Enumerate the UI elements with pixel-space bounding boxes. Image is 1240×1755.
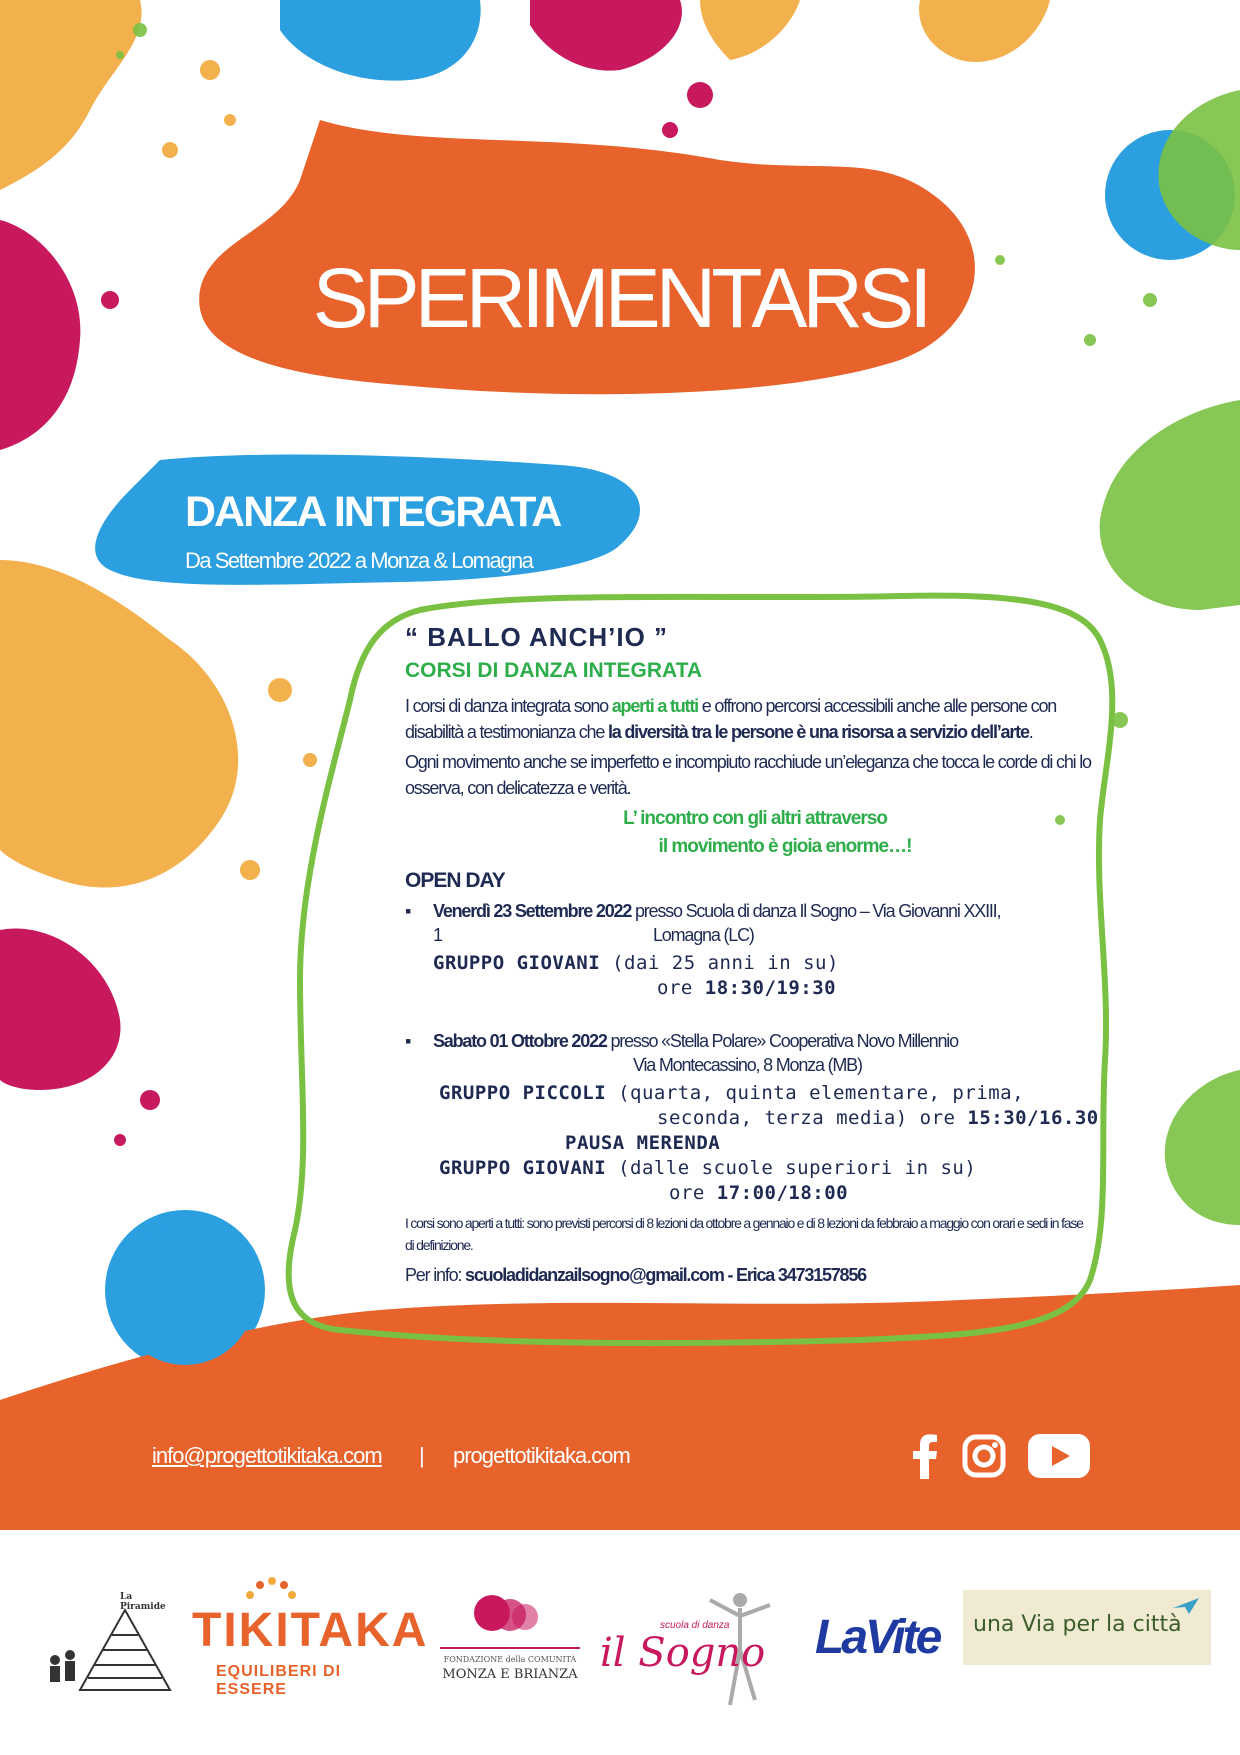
- banner-dates: Da Settembre 2022 a Monza & Lomagna: [185, 548, 533, 573]
- tikitaka-wordmark: TIKITAKA: [192, 1604, 429, 1657]
- event-1-date: Venerdì 23 Settembre 2022: [433, 901, 632, 921]
- contact-phone: - Erica 3473157856: [723, 1265, 866, 1285]
- break-label: PAUSA MERENDA: [565, 1132, 721, 1154]
- event-1-place-line2: [433, 923, 1105, 947]
- event-2: [405, 1029, 1105, 1077]
- event-2-group-1-line2: [405, 1106, 1105, 1131]
- bullet-icon: ▪: [405, 1031, 411, 1051]
- course-quote: “ BALLO ANCH’IO ”: [405, 622, 669, 652]
- intro-bold: la diversità tra le persone è una risorsa a servizio dell’arte: [607, 722, 1029, 742]
- intro-highlight: aperti a tutti: [611, 696, 698, 716]
- la-piramide-logo: [40, 1590, 180, 1700]
- course-subtitle: CORSI DI DANZA INTEGRATA: [405, 659, 703, 682]
- contact-email-link[interactable]: scuoladidanzailsogno@gmail.com: [465, 1265, 724, 1285]
- event-1-time: [405, 976, 1105, 1001]
- event-2-group-1-desc-2: seconda, terza media) ore: [657, 1107, 968, 1129]
- event-1-group: [405, 951, 1105, 976]
- una-via-logo: [963, 1590, 1211, 1665]
- event-1-town: Lomagna (LC): [653, 925, 754, 945]
- footer-separator: |: [419, 1443, 424, 1468]
- event-2-group-1-name: GRUPPO PICCOLI: [439, 1082, 607, 1104]
- youtube-icon[interactable]: [1028, 1434, 1090, 1478]
- event-2-place: presso «Stella Polare» Cooperativa Novo Millennio: [606, 1031, 958, 1051]
- intro-paragraph: [405, 693, 1105, 745]
- footer-email-link[interactable]: info@progettotikitaka.com: [152, 1443, 382, 1468]
- intro-end: .: [1028, 722, 1033, 742]
- fondazione-name: FONDAZIONE della COMUNITÀ: [443, 1655, 577, 1664]
- contact-label: Per info:: [405, 1265, 466, 1285]
- contact-info: [405, 1262, 1105, 1288]
- event-1-place-2: 1: [433, 925, 442, 945]
- motto-line-2: il movimento è gioia enorme…!: [658, 836, 912, 857]
- intro-text-2: e offrono percorsi accessibili anche alle persone con disabilità a testimonianza che: [405, 696, 1057, 742]
- event-1-group-desc: (dai 25 anni in su): [600, 952, 839, 974]
- il-sogno-logo: [600, 1580, 790, 1710]
- facebook-icon[interactable]: [912, 1433, 938, 1479]
- footer-website-link[interactable]: progettotikitaka.com: [453, 1443, 630, 1468]
- page-title: SPERIMENTARSI: [312, 251, 928, 345]
- event-1-time-label: ore: [657, 977, 705, 999]
- tikitaka-logo: [192, 1575, 429, 1698]
- event-2-group-2-time: 17:00/18:00: [716, 1182, 849, 1204]
- tikitaka-tagline: EQUILIBERI DI ESSERE: [216, 1663, 342, 1698]
- una-via-wordmark: una Via per la città: [973, 1612, 1182, 1637]
- course-info-box: [405, 622, 1105, 1288]
- banner-title: DANZA INTEGRATA: [185, 488, 561, 536]
- motto-line-1: L’ incontro con gli altri attraverso: [623, 808, 887, 829]
- event-2-group-1: [405, 1081, 1105, 1106]
- event-2-group-2-desc: (dalle scuole superiori in su): [606, 1157, 977, 1179]
- event-2-group-1-time: 15:30/16.30: [967, 1107, 1099, 1129]
- event-1-time-value: 18:30/19:30: [704, 977, 837, 999]
- il-sogno-wordmark: il Sogno: [600, 1630, 766, 1676]
- fondazione-region: MONZA E BRIANZA: [442, 1667, 578, 1682]
- event-2-group-1-desc: (quarta, quinta elementare, prima,: [606, 1082, 1025, 1104]
- il-sogno-tagline: scuola di danza: [660, 1620, 730, 1631]
- event-2-group-2-time-line: [405, 1181, 1105, 1206]
- event-2-group-2-name: GRUPPO GIOVANI: [439, 1157, 607, 1179]
- fondazione-divider: [440, 1647, 580, 1649]
- open-day-heading: OPEN DAY: [405, 869, 505, 892]
- la-piramide-name: La Piramide: [120, 1592, 166, 1612]
- instagram-icon[interactable]: [962, 1434, 1006, 1478]
- bullet-icon: ▪: [405, 901, 411, 921]
- event-2-time-label: ore: [669, 1182, 717, 1204]
- event-1: [405, 899, 1105, 947]
- event-1-place: presso Scuola di danza Il Sogno – Via Giovanni XXIII,: [631, 901, 1001, 921]
- event-2-date: Sabato 01 Ottobre 2022: [433, 1031, 607, 1051]
- intro-text-1: I corsi di danza integrata sono: [405, 696, 612, 716]
- fondazione-logo: [440, 1585, 580, 1695]
- event-1-group-name: GRUPPO GIOVANI: [433, 952, 601, 974]
- la-vite-logo: LaVite: [815, 1611, 940, 1664]
- event-2-address: Via Montecassino, 8 Monza (MB): [633, 1055, 862, 1075]
- course-note: I corsi sono aperti a tutti: sono previsti percorsi di 8 lezioni da ottobre a gennaio e di 8 lezioni da febbraio a maggio con orari e sedi in fase di definizione.: [405, 1215, 1083, 1253]
- event-2-group-2: [405, 1156, 1105, 1181]
- movement-paragraph: Ogni movimento anche se imperfetto e incompiuto racchiude un’eleganza che tocca le corde di chi lo osserva, con delicatezza e verità.: [405, 752, 1091, 798]
